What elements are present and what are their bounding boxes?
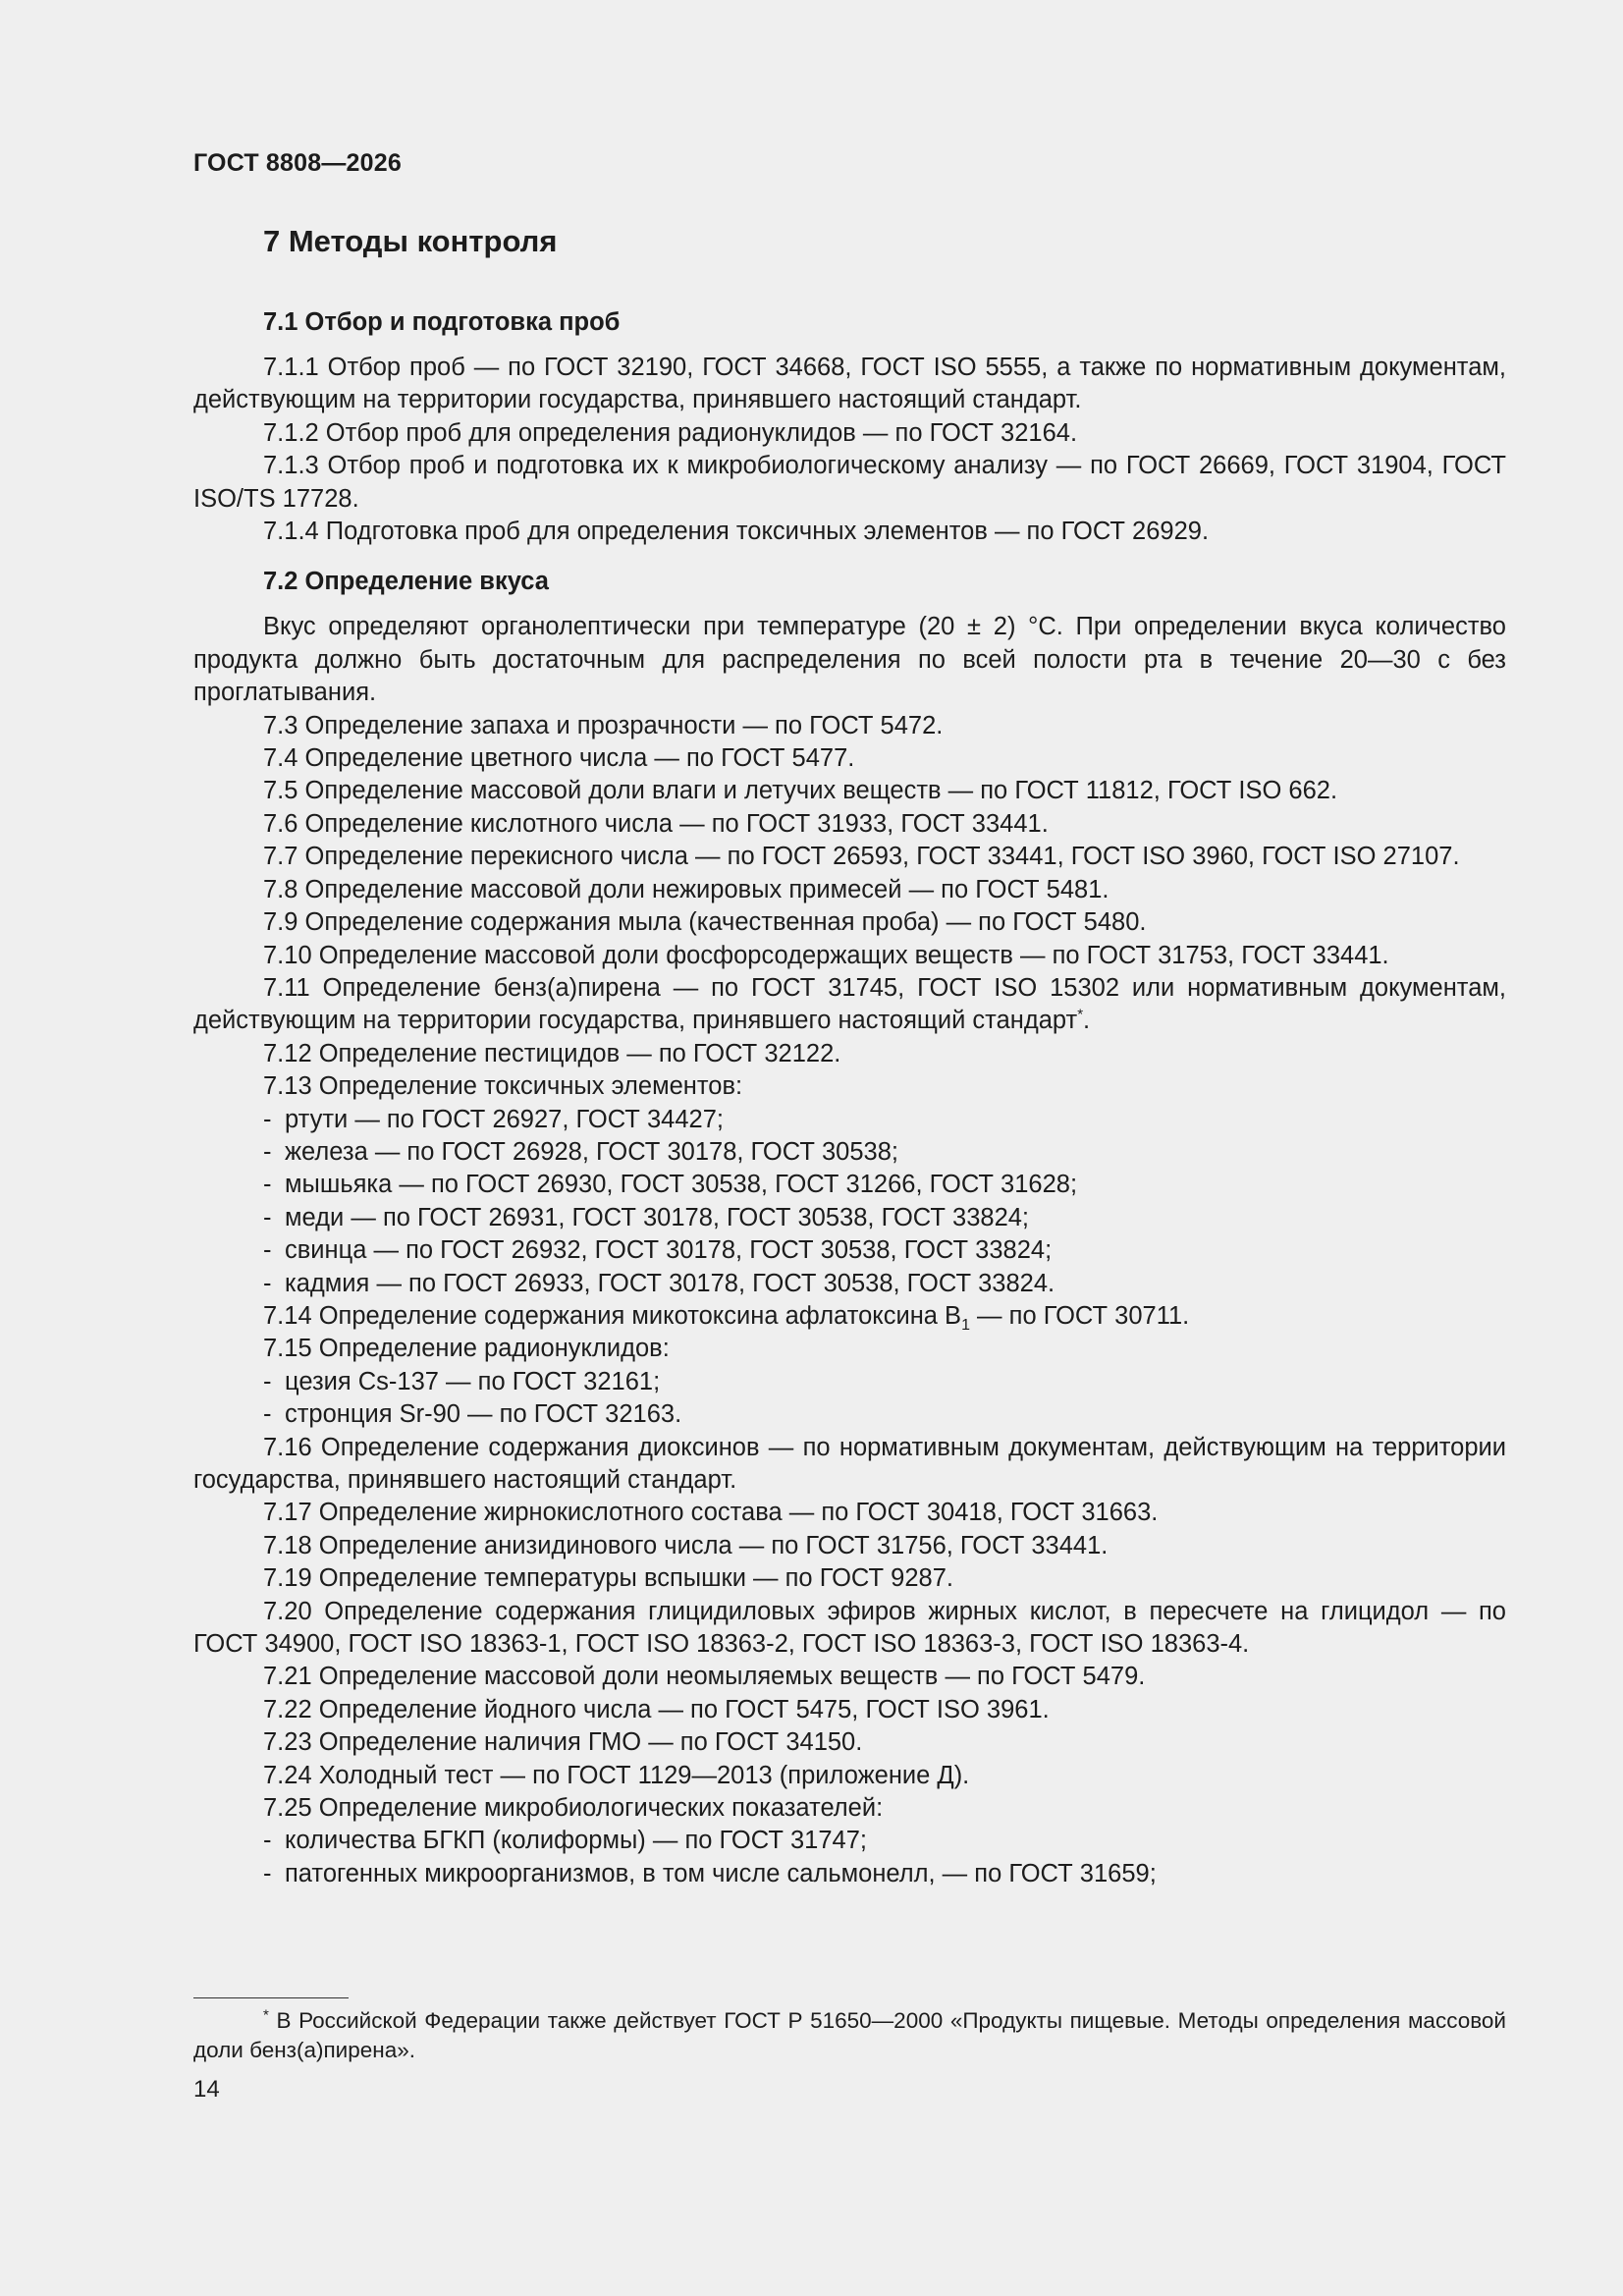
list-dash: -	[263, 1400, 272, 1429]
list-dash: -	[263, 1859, 272, 1887]
list-dash: -	[263, 1105, 272, 1133]
paragraph-7-1-4: 7.1.4 Подготовка проб для определения токсичных элементов — по ГОСТ 26929.	[263, 518, 1210, 546]
list-item	[263, 1104, 1506, 1136]
list-item-text: ртути — по ГОСТ 26927, ГОСТ 34427;	[285, 1105, 724, 1133]
paragraph-7-16: 7.16 Определение содержания диоксинов — по нормативным документам, действующим на территории государства, принявшего настоящий стандарт.	[193, 1433, 1506, 1494]
list-item-text: железа — по ГОСТ 26928, ГОСТ 30178, ГОСТ 30538;	[285, 1137, 898, 1166]
paragraph-7-15: 7.15 Определение радионуклидов:	[263, 1335, 670, 1363]
list-dash: -	[263, 1171, 272, 1199]
paragraph-7-14	[193, 1300, 1506, 1333]
paragraph-7-7: 7.7 Определение перекисного числа — по ГОСТ 26593, ГОСТ 33441, ГОСТ ISO 3960, ГОСТ ISO 27107.	[263, 843, 1460, 871]
paragraph-7-14-end: — по ГОСТ 30711.	[969, 1301, 1190, 1330]
paragraph-7-1-1: 7.1.1 Отбор проб — по ГОСТ 32190, ГОСТ 34668, ГОСТ ISO 5555, а также по нормативным документам, действующим на территории государства, принявшего настоящий стандарт.	[193, 354, 1506, 414]
list-item	[263, 1169, 1506, 1201]
paragraph-7-1-2: 7.1.2 Отбор проб для определения радионуклидов — по ГОСТ 32164.	[263, 418, 1078, 447]
footnote	[193, 2006, 1506, 2065]
paragraph-7-12: 7.12 Определение пестицидов — по ГОСТ 32122.	[263, 1039, 841, 1067]
list-item-text: количества БГКП (колиформы) — по ГОСТ 31747;	[285, 1827, 867, 1855]
paragraph-7-24: 7.24 Холодный тест — по ГОСТ 1129—2013 (приложение Д).	[263, 1761, 970, 1789]
list-item-text: стронция Sr-90 — по ГОСТ 32163.	[285, 1400, 682, 1429]
subsection-title-7-2: 7.2 Определение вкуса	[263, 568, 549, 596]
paragraph-7-3: 7.3 Определение запаха и прозрачности — по ГОСТ 5472.	[263, 711, 944, 739]
paragraph-7-13: 7.13 Определение токсичных элементов:	[263, 1072, 743, 1101]
list-item	[263, 1858, 1506, 1890]
paragraph-7-1-3: 7.1.3 Отбор проб и подготовка их к микробиологическому анализу — по ГОСТ 26669, ГОСТ 31904, ГОСТ ISO/TS 17728.	[193, 452, 1506, 513]
footnote-separator	[193, 1997, 349, 1998]
list-item-text: мышьяка — по ГОСТ 26930, ГОСТ 30538, ГОСТ 31266, ГОСТ 31628;	[285, 1171, 1078, 1199]
list-item-text: кадмия — по ГОСТ 26933, ГОСТ 30178, ГОСТ 30538, ГОСТ 33824.	[285, 1269, 1055, 1297]
list-item	[263, 1825, 1506, 1857]
paragraph-7-11	[193, 972, 1506, 1038]
footnote-body: В Российской Федерации также действует ГОСТ Р 51650—2000 «Продукты пищевые. Методы определения массовой доли бенз(а)пирена».	[193, 2008, 1506, 2062]
list-item-text: цезия Cs-137 — по ГОСТ 32161;	[285, 1367, 661, 1395]
list-item-text: патогенных микроорганизмов, в том числе сальмонелл, — по ГОСТ 31659;	[285, 1859, 1157, 1887]
paragraph-7-14-text: 7.14 Определение содержания микотоксина афлатоксина B	[263, 1301, 962, 1330]
list-dash: -	[263, 1827, 272, 1855]
main-content	[193, 222, 1506, 1890]
paragraph-7-8: 7.8 Определение массовой доли нежировых примесей — по ГОСТ 5481.	[263, 875, 1109, 903]
paragraph-7-4: 7.4 Определение цветного числа — по ГОСТ 5477.	[263, 744, 855, 773]
list-item	[263, 1268, 1506, 1300]
section-title: 7 Методы контроля	[263, 224, 558, 258]
paragraph-7-22: 7.22 Определение йодного числа — по ГОСТ 5475, ГОСТ ISO 3961.	[263, 1695, 1050, 1723]
paragraph-7-6: 7.6 Определение кислотного числа — по ГОСТ 31933, ГОСТ 33441.	[263, 809, 1049, 838]
paragraph-7-25: 7.25 Определение микробиологических показателей:	[263, 1794, 884, 1823]
list-dash: -	[263, 1137, 272, 1166]
subscript-1: 1	[961, 1317, 970, 1335]
list-item-text: меди — по ГОСТ 26931, ГОСТ 30178, ГОСТ 30538, ГОСТ 33824;	[285, 1203, 1030, 1231]
list-item	[263, 1202, 1506, 1234]
paragraph-7-2-text: Вкус определяют органолептически при температуре (20 ± 2) °С. При определении вкуса количество продукта должно быть достаточным для распределения по всей полости рта в течение 20—30 с без проглатывания.	[193, 613, 1506, 707]
list-item	[263, 1136, 1506, 1169]
paragraph-7-5: 7.5 Определение массовой доли влаги и летучих веществ — по ГОСТ 11812, ГОСТ ISO 662.	[263, 777, 1338, 805]
paragraph-7-11-end: .	[1083, 1007, 1091, 1035]
paragraph-7-21: 7.21 Определение массовой доли неомыляемых веществ — по ГОСТ 5479.	[263, 1663, 1146, 1691]
paragraph-7-11-text: 7.11 Определение бенз(а)пирена — по ГОСТ 31745, ГОСТ ISO 15302 или нормативным документам, действующим на территории государства, принявшего настоящий стандарт	[193, 973, 1506, 1035]
footnote-mark: *	[263, 2006, 269, 2024]
list-dash: -	[263, 1236, 272, 1265]
page-number: 14	[193, 2076, 220, 2103]
paragraph-7-10: 7.10 Определение массовой доли фосфорсодержащих веществ — по ГОСТ 31753, ГОСТ 33441.	[263, 941, 1389, 969]
paragraph-7-20: 7.20 Определение содержания глицидиловых эфиров жирных кислот, в пересчете на глицидол — по ГОСТ 34900, ГОСТ ISO 18363-1, ГОСТ ISO 18363-2, ГОСТ ISO 18363-3, ГОСТ ISO 18363-4.	[193, 1597, 1506, 1659]
list-dash: -	[263, 1269, 272, 1297]
list-dash: -	[263, 1203, 272, 1231]
paragraph-7-18: 7.18 Определение анизидинового числа — по ГОСТ 31756, ГОСТ 33441.	[263, 1531, 1109, 1559]
list-item	[263, 1234, 1506, 1267]
subsection-title-7-1: 7.1 Отбор и подготовка проб	[263, 308, 621, 336]
list-item	[263, 1366, 1506, 1398]
paragraph-7-23: 7.23 Определение наличия ГМО — по ГОСТ 34150.	[263, 1728, 863, 1757]
paragraph-7-9: 7.9 Определение содержания мыла (качественная проба) — по ГОСТ 5480.	[263, 908, 1147, 937]
document-code-header: ГОСТ 8808—2026	[193, 149, 402, 177]
paragraph-7-17: 7.17 Определение жирнокислотного состава — по ГОСТ 30418, ГОСТ 31663.	[263, 1499, 1159, 1527]
paragraph-7-19: 7.19 Определение температуры вспышки — по ГОСТ 9287.	[263, 1564, 953, 1593]
footnote-text	[193, 2006, 1506, 2065]
list-dash: -	[263, 1367, 272, 1395]
list-item	[263, 1398, 1506, 1431]
footnote-reference-mark: *	[1077, 1006, 1084, 1023]
list-item-text: свинца — по ГОСТ 26932, ГОСТ 30178, ГОСТ 30538, ГОСТ 33824;	[285, 1236, 1053, 1265]
